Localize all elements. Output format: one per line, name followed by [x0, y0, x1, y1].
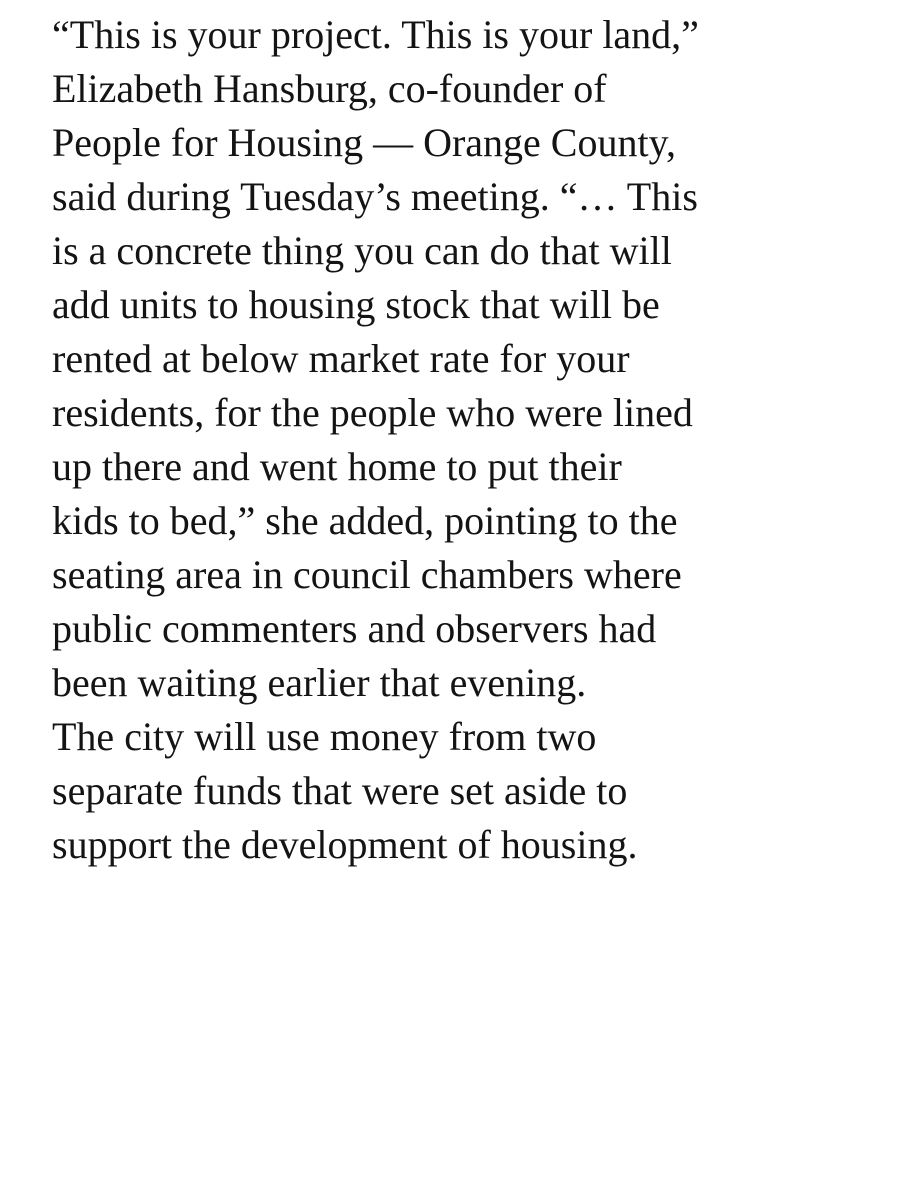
paragraph-line: residents, for the people who were lined: [52, 390, 693, 435]
paragraph-line: said during Tuesday’s meeting. “… This: [52, 174, 698, 219]
paragraph-line: support the development of housing.: [52, 822, 638, 867]
paragraph-line: kids to bed,” she added, pointing to the: [52, 498, 678, 543]
paragraph-line: add units to housing stock that will be: [52, 282, 660, 327]
article-paragraph: [52, 8, 882, 710]
paragraph-line: been waiting earlier that evening.: [52, 660, 587, 705]
paragraph-line: is a concrete thing you can do that will: [52, 228, 672, 273]
article-paragraph: [52, 710, 882, 872]
paragraph-line: seating area in council chambers where: [52, 552, 682, 597]
article-body: [52, 8, 882, 872]
paragraph-line: rented at below market rate for your: [52, 336, 630, 381]
paragraph-line: separate funds that were set aside to: [52, 768, 628, 813]
paragraph-line: up there and went home to put their: [52, 444, 622, 489]
paragraph-line: Elizabeth Hansburg, co-founder of: [52, 66, 607, 111]
paragraph-line: public commenters and observers had: [52, 606, 657, 651]
paragraph-line: “This is your project. This is your land,”: [52, 12, 699, 57]
paragraph-line: The city will use money from two: [52, 714, 597, 759]
paragraph-line: People for Housing — Orange County,: [52, 120, 676, 165]
